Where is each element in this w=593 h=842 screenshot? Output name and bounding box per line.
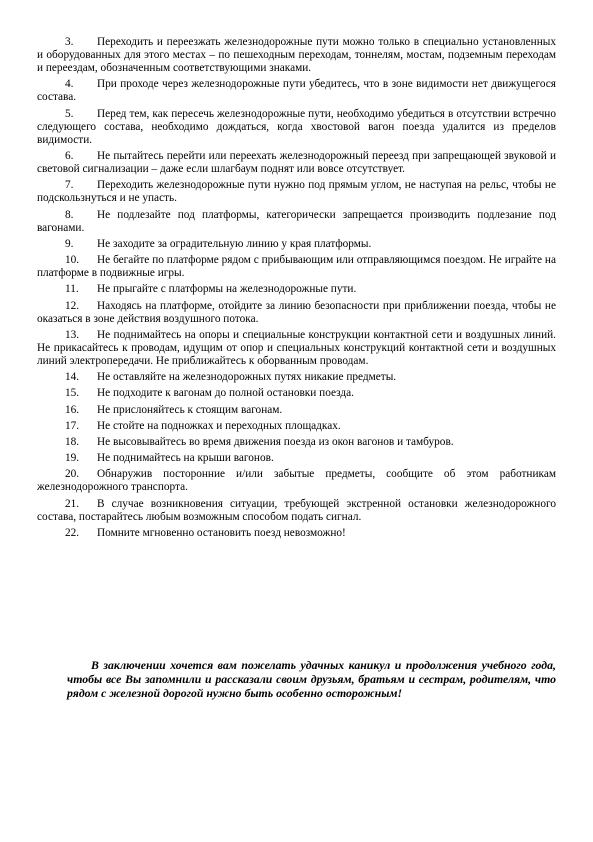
rule-text: Не поднимайтесь на опоры и специальные конструкции контактной сети и воздушных линий. Не прикасайтесь к проводам, идущим от опор и специальных конструкций контактной сети и воздушных линий электропередачи. Не приближайтесь к оборванным проводам. bbox=[37, 328, 556, 367]
rule-text: Не подходите к вагонам до полной остановки поезда. bbox=[97, 387, 354, 400]
rule-number: 7. bbox=[65, 179, 74, 192]
rule-number: 10. bbox=[65, 254, 80, 267]
rule-text: Не прыгайте с платформы на железнодорожные пути. bbox=[97, 283, 357, 296]
rule-item bbox=[37, 209, 556, 235]
rule-number: 14. bbox=[65, 371, 80, 384]
rule-number: 4. bbox=[65, 78, 74, 91]
rule-item bbox=[37, 300, 556, 326]
rule-item bbox=[37, 254, 556, 280]
rule-text: Не заходите за оградительную линию у края платформы. bbox=[97, 237, 372, 250]
rule-item bbox=[37, 387, 556, 400]
rule-text: Не высовывайтесь во время движения поезда из окон вагонов и тамбуров. bbox=[97, 435, 454, 448]
rule-item bbox=[37, 78, 556, 104]
rule-number: 8. bbox=[65, 208, 74, 221]
rule-number: 6. bbox=[65, 150, 74, 163]
safety-rules-list bbox=[37, 36, 556, 543]
rule-number: 22. bbox=[65, 526, 80, 539]
rule-text: Не поднимайтесь на крыши вагонов. bbox=[97, 452, 274, 465]
rule-item bbox=[37, 283, 556, 296]
rule-item bbox=[37, 452, 556, 465]
rule-text: Не пытайтесь перейти или переехать железнодорожный переезд при запрещающей звуковой и световой сигнализации – даже если шлагбаум поднят или вовсе отсутствует. bbox=[37, 150, 556, 176]
rule-item bbox=[37, 404, 556, 417]
rule-item bbox=[37, 150, 556, 176]
rule-item bbox=[37, 238, 556, 251]
rule-text: Переходить железнодорожные пути нужно под прямым углом, не наступая на рельс, чтобы не подскользнуться и не упасть. bbox=[37, 179, 556, 205]
rule-text: Не прислоняйтесь к стоящим вагонам. bbox=[97, 403, 283, 416]
rule-item bbox=[37, 420, 556, 433]
rule-text: Не стойте на подножках и переходных площадках. bbox=[97, 419, 341, 432]
rule-number: 20. bbox=[65, 468, 80, 481]
rule-number: 9. bbox=[65, 237, 74, 250]
rule-item bbox=[37, 108, 556, 147]
rule-text: В случае возникновения ситуации, требующей экстренной остановки железнодорожного состава, постарайтесь любым возможным способом подать сигнал. bbox=[37, 497, 556, 523]
rule-item bbox=[37, 468, 556, 494]
rule-item bbox=[37, 527, 556, 540]
rule-number: 13. bbox=[65, 328, 80, 341]
rule-text: При проходе через железнодорожные пути убедитесь, что в зоне видимости нет движущегося состава. bbox=[37, 78, 556, 104]
rule-text: Помните мгновенно остановить поезд невозможно! bbox=[97, 526, 346, 539]
rule-text: Не бегайте по платформе рядом с прибывающим или отправляющимся поездом. Не играйте на платформе в подвижные игры. bbox=[37, 254, 556, 280]
rule-text: Обнаружив посторонние и/или забытые предметы, сообщите об этом работникам железнодорожного транспорта. bbox=[37, 468, 556, 494]
rule-number: 17. bbox=[65, 419, 80, 432]
rule-text: Находясь на платформе, отойдите за линию безопасности при приближении поезда, чтобы не оказаться в зоне действия воздушного потока. bbox=[37, 299, 556, 325]
rule-item bbox=[37, 498, 556, 524]
rule-item bbox=[37, 371, 556, 384]
rule-number: 12. bbox=[65, 299, 80, 312]
rule-number: 19. bbox=[65, 452, 80, 465]
rule-text: Не оставляйте на железнодорожных путях никакие предметы. bbox=[97, 371, 397, 384]
rule-item bbox=[37, 436, 556, 449]
rule-item bbox=[37, 329, 556, 368]
rule-number: 21. bbox=[65, 497, 80, 510]
rule-item bbox=[37, 36, 556, 75]
rule-number: 18. bbox=[65, 435, 80, 448]
closing-message: В заключении хочется вам пожелать удачных каникул и продолжения учебного года, чтобы все Вы запомнили и рассказали своим друзьям, братьям и сестрам, родителям, что рядом с железной дорогой нужно быть особенно осторожным! bbox=[67, 657, 556, 701]
rule-number: 15. bbox=[65, 387, 80, 400]
rule-number: 11. bbox=[65, 283, 79, 296]
rule-text: Перед тем, как пересечь железнодорожные пути, необходимо убедиться в отсутствии встречно следующего состава, необходимо дождаться, когда хвостовой вагон поезда удалится из пределов видимости. bbox=[37, 107, 556, 146]
rule-text: Не подлезайте под платформы, категорически запрещается производить подлезание под вагонами. bbox=[37, 208, 556, 234]
rule-number: 16. bbox=[65, 403, 80, 416]
rule-item bbox=[37, 179, 556, 205]
rule-text: Переходить и переезжать железнодорожные пути можно только в специально установленных и оборудованных для этого местах – по пешеходным переходам, тоннелям, мостам, подземным переходам и переездам, обозначенным соответствующими знаками. bbox=[37, 36, 556, 75]
rule-number: 5. bbox=[65, 107, 74, 120]
rule-number: 3. bbox=[65, 36, 74, 48]
